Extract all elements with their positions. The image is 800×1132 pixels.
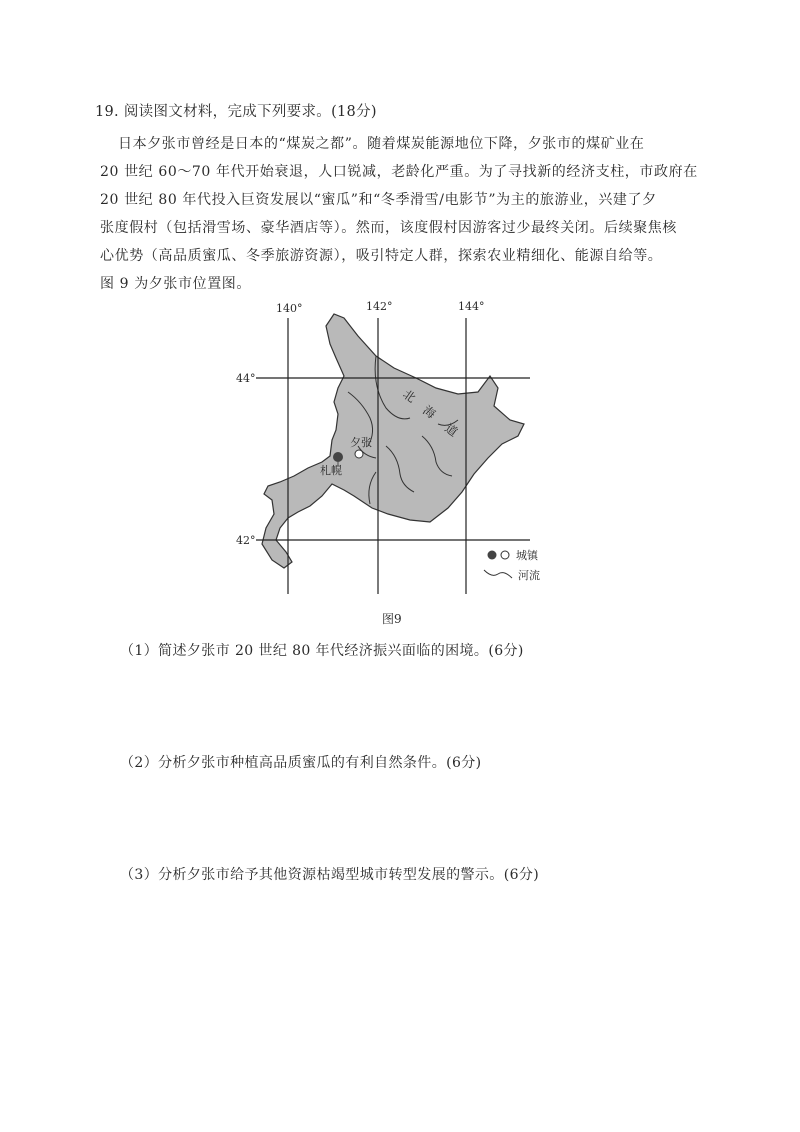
- map-svg: [226, 296, 556, 601]
- latitude-label: 44°: [236, 372, 256, 385]
- sapporo-label: 札幌: [320, 464, 342, 477]
- passage-line: 20 世纪 60～70 年代开始衰退，人口锐减，老龄化严重。为了寻找新的经济支柱，市政府在: [100, 164, 698, 180]
- legend-town-hollow-icon: [501, 551, 509, 559]
- legend-river-icon: [484, 570, 512, 578]
- sub-question-3: （3）分析夕张市给予其他资源枯竭型城市转型发展的警示。(6分): [120, 867, 540, 883]
- location-map: [226, 296, 556, 601]
- yubari-label: 夕张: [350, 436, 372, 449]
- passage-line: 20 世纪 80 年代投入巨资发展以“蜜瓜”和“冬季滑雪/电影节”为主的旅游业，兴建了夕: [100, 192, 657, 208]
- region-label-char: 道: [442, 420, 461, 440]
- yubari-marker: [355, 450, 363, 458]
- figure-caption: 图9: [382, 612, 402, 626]
- region-label-char: 海: [420, 402, 439, 422]
- region-label-char: 北: [400, 386, 419, 406]
- sub-question-2: （2）分析夕张市种植高品质蜜瓜的有利自然条件。(6分): [120, 755, 482, 771]
- legend-river-label: 河流: [518, 569, 540, 582]
- question-title: 19. 阅读图文材料，完成下列要求。(18分): [95, 104, 377, 120]
- passage-line: 图 9 为夕张市位置图。: [100, 276, 252, 292]
- longitude-label: 140°: [276, 302, 303, 315]
- sapporo-marker: [333, 452, 343, 462]
- legend-town-filled-icon: [488, 551, 497, 560]
- passage-line: 张度假村（包括滑雪场、豪华酒店等）。然而，该度假村因游客过少最终关闭。后续聚焦核: [100, 220, 677, 236]
- longitude-label: 144°: [458, 300, 485, 313]
- passage-line: 心优势（高品质蜜瓜、冬季旅游资源），吸引特定人群，探索农业精细化、能源自给等。: [100, 248, 663, 264]
- legend-town-label: 城镇: [516, 549, 538, 562]
- longitude-label: 142°: [366, 300, 393, 313]
- hokkaido-landmass: [262, 314, 524, 568]
- sub-question-1: （1）简述夕张市 20 世纪 80 年代经济振兴面临的困境。(6分): [120, 643, 524, 659]
- passage-line: 日本夕张市曾经是日本的“煤炭之都”。随着煤炭能源地位下降，夕张市的煤矿业在: [118, 136, 645, 152]
- latitude-label: 42°: [236, 534, 256, 547]
